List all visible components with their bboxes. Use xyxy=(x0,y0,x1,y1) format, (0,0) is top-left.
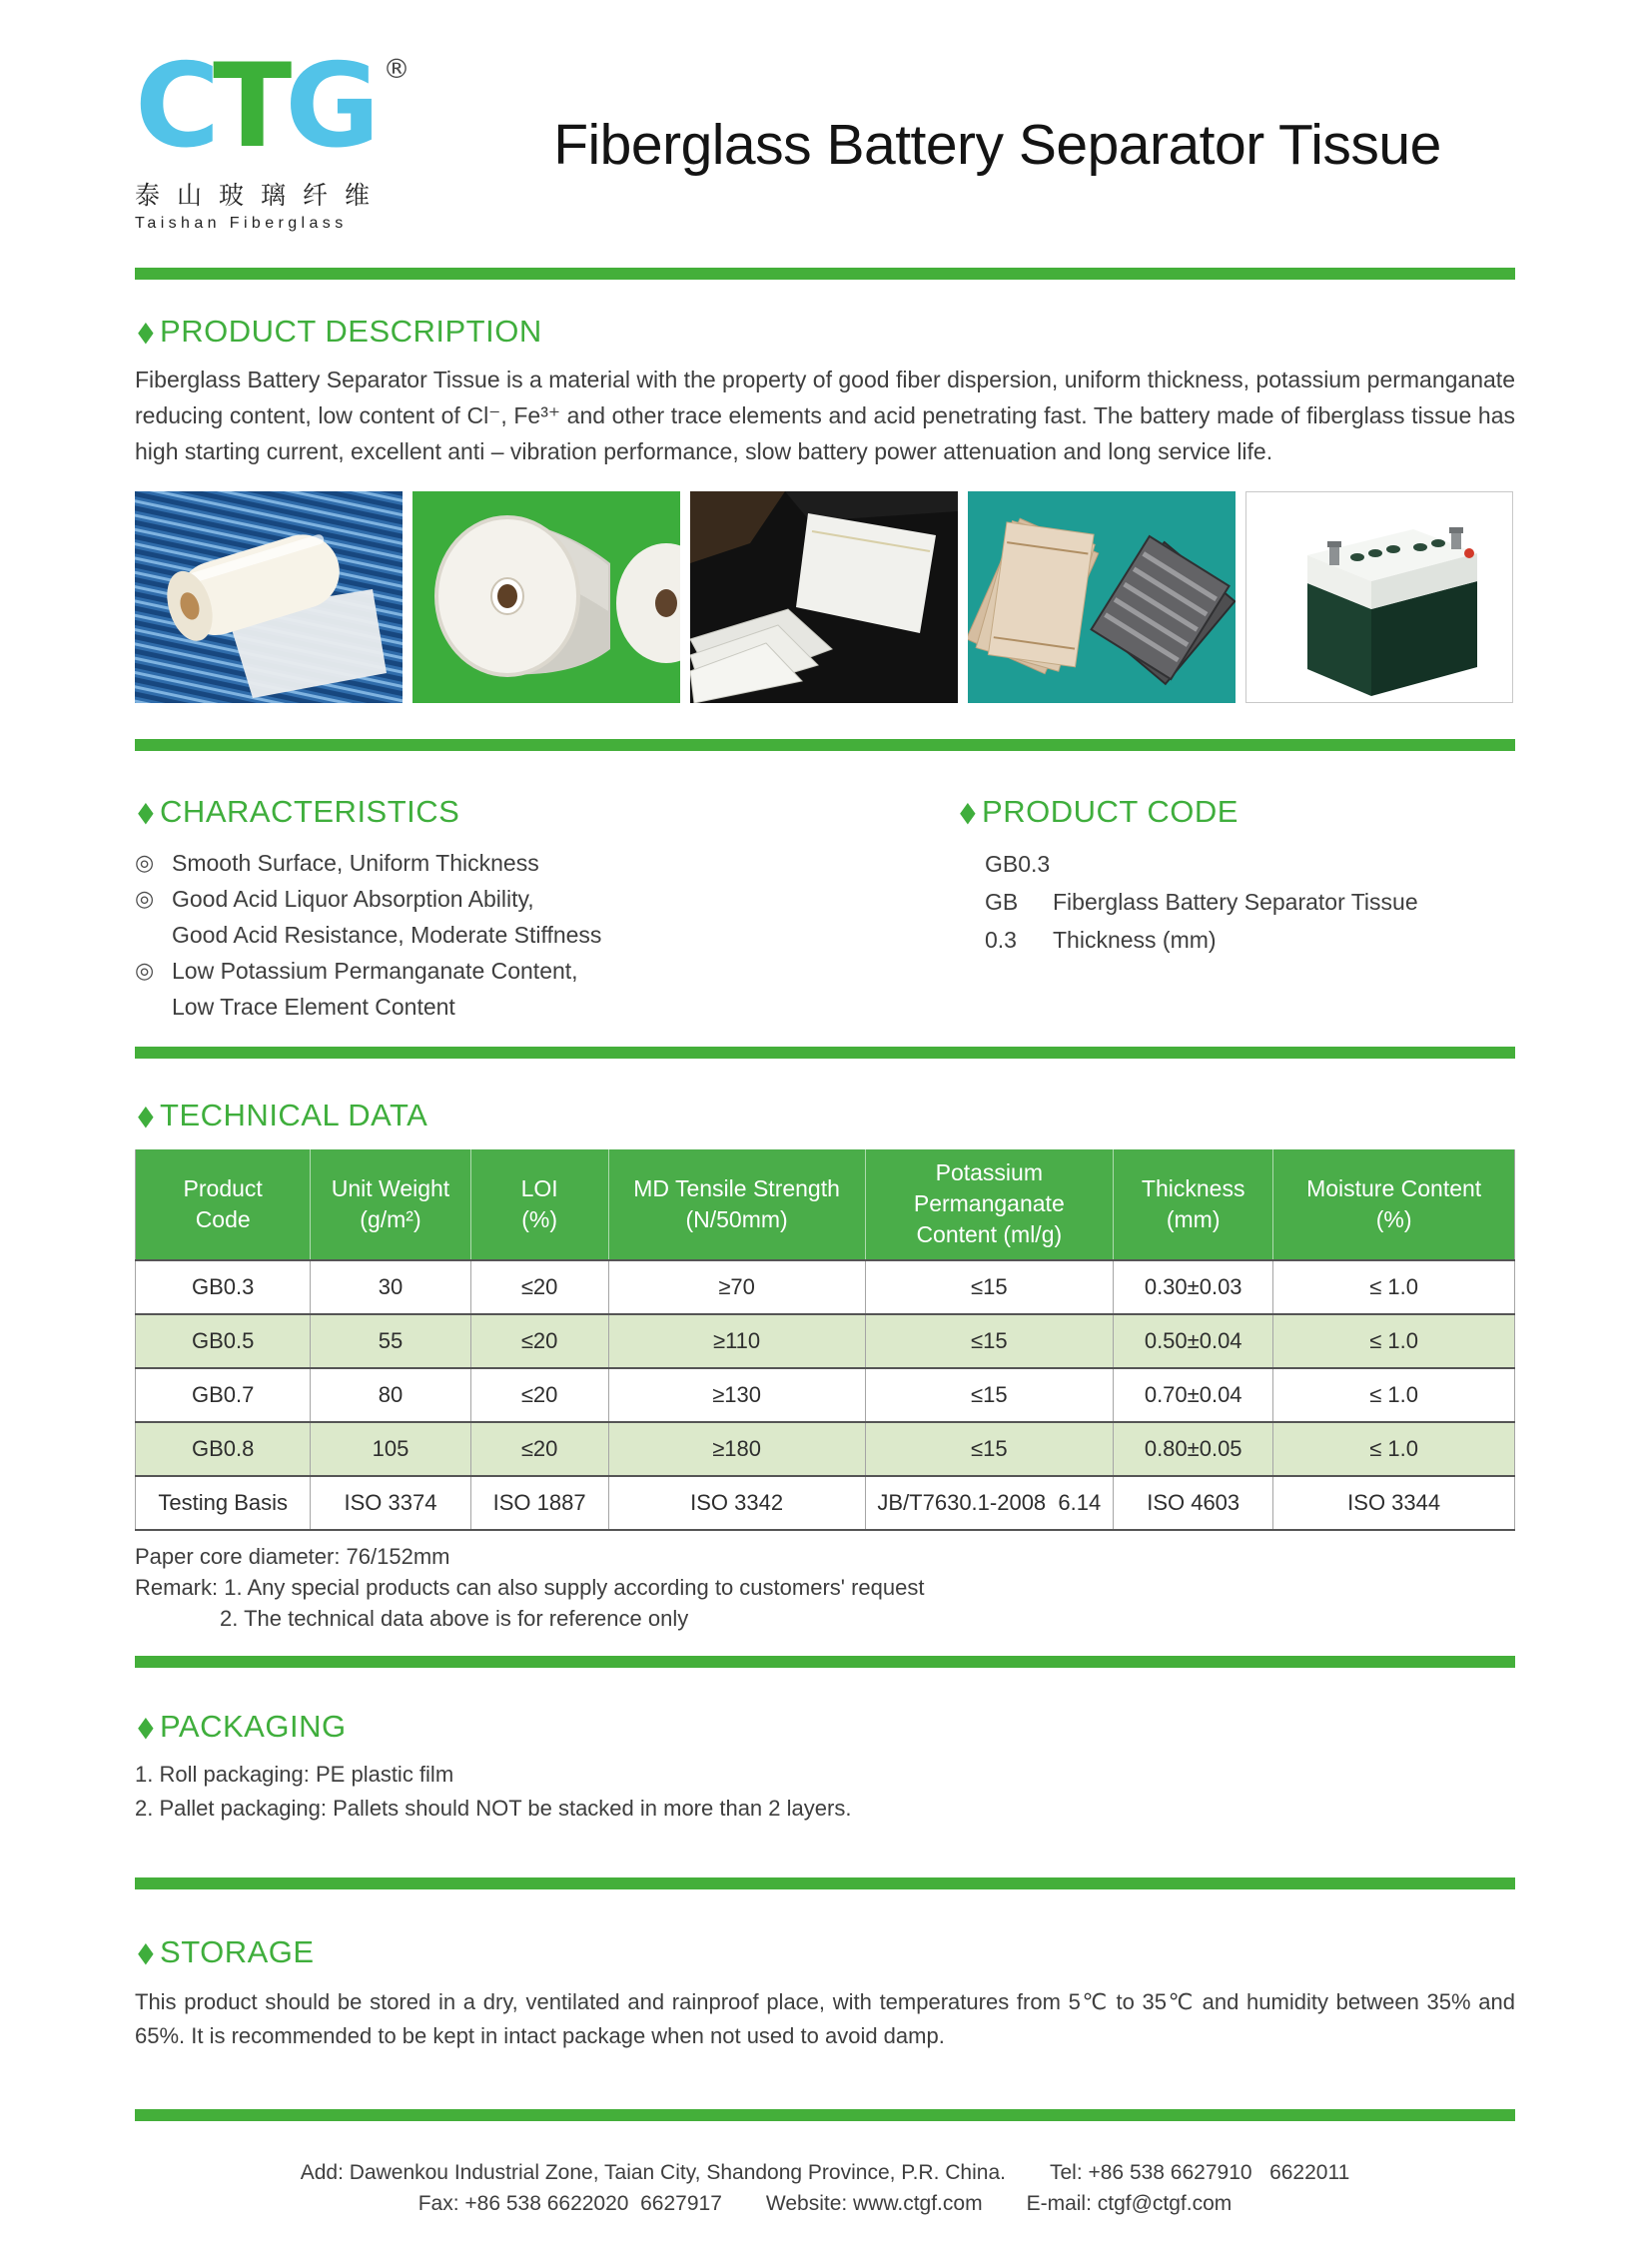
cell: ≥180 xyxy=(608,1422,865,1476)
section-packaging xyxy=(135,1710,1515,1826)
cell: 0.50±0.04 xyxy=(1114,1314,1273,1368)
product-code-row xyxy=(985,921,1515,959)
heading-label: CHARACTERISTICS xyxy=(160,793,460,829)
section-technical-data xyxy=(135,1099,1515,1634)
registered-trademark-icon: ® xyxy=(383,54,411,85)
cell: 0.70±0.04 xyxy=(1114,1368,1273,1422)
cell: ≤ 1.0 xyxy=(1273,1368,1515,1422)
cell: ISO 3342 xyxy=(608,1476,865,1530)
list-item xyxy=(135,881,957,953)
cell: 30 xyxy=(311,1260,470,1314)
diamond-bullet-icon: ◆ xyxy=(138,1099,154,1130)
column-header: Potassium Permanganate Content (ml/g) xyxy=(865,1149,1114,1260)
footer-contact xyxy=(135,2157,1515,2219)
separator-sheets-illustration xyxy=(968,491,1236,703)
characteristic-text: Smooth Surface, Uniform Thickness xyxy=(172,849,539,876)
product-code-row xyxy=(985,883,1515,921)
photo-tissue-sheets-on-dark xyxy=(690,491,958,703)
section-divider xyxy=(135,1047,1515,1059)
cell: GB0.7 xyxy=(136,1368,311,1422)
cell: ISO 3344 xyxy=(1273,1476,1515,1530)
logo-letter-c: C xyxy=(135,39,214,174)
ring-bullet-icon: ◎ xyxy=(135,957,155,983)
cell: 0.30±0.03 xyxy=(1114,1260,1273,1314)
product-description-text: Fiberglass Battery Separator Tissue is a material with the property of good fiber dispersion, uniform thickness, potassium permanganate reducing content, low content of Cl⁻, Fe³⁺ and other trace elements and acid penetrating fast. The battery made of fiberglass tissue has high starting current, excellent anti – vibration performance, slow battery power attenuation and long service life. xyxy=(135,366,1515,464)
storage-heading xyxy=(135,1935,1515,1969)
column-header: Unit Weight (g/m²) xyxy=(311,1149,470,1260)
column-header: LOI (%) xyxy=(470,1149,608,1260)
section-characteristics-and-code xyxy=(135,795,1515,1025)
heading-label: PRODUCT DESCRIPTION xyxy=(160,313,542,349)
characteristic-text: Low Potassium Permanganate Content, xyxy=(172,957,578,984)
product-code-body xyxy=(985,845,1515,959)
fax-text: Fax: +86 538 6622020 6627917 xyxy=(417,2191,722,2215)
ring-bullet-icon: ◎ xyxy=(135,885,155,911)
code-meaning: Thickness (mm) xyxy=(1053,926,1217,953)
section-divider xyxy=(135,739,1515,751)
section-divider xyxy=(135,1877,1515,1889)
cell: ≥130 xyxy=(608,1368,865,1422)
column-header: MD Tensile Strength (N/50mm) xyxy=(608,1149,865,1260)
cell: ≤20 xyxy=(470,1314,608,1368)
cell: ≤15 xyxy=(865,1314,1114,1368)
photo-separator-sheets-on-teal xyxy=(968,491,1236,703)
heading-label: PACKAGING xyxy=(160,1708,347,1744)
cell: 0.80±0.05 xyxy=(1114,1422,1273,1476)
cell: ISO 1887 xyxy=(470,1476,608,1530)
cell: Testing Basis xyxy=(136,1476,311,1530)
table-row-gb05 xyxy=(136,1314,1515,1368)
photo-battery xyxy=(1245,491,1513,703)
characteristics-list xyxy=(135,845,957,1025)
email-text: E-mail: ctgf@ctgf.com xyxy=(1026,2191,1233,2215)
table-row-gb08 xyxy=(136,1422,1515,1476)
table-row-gb07 xyxy=(136,1368,1515,1422)
cell: 80 xyxy=(311,1368,470,1422)
remark-line-2: 2. The technical data above is for reference only xyxy=(220,1605,689,1631)
list-item xyxy=(135,845,957,881)
cell: ISO 3374 xyxy=(311,1476,470,1530)
packaging-list xyxy=(135,1758,1515,1826)
product-code-column xyxy=(957,795,1515,1025)
footer-line-1 xyxy=(135,2157,1515,2188)
table-row-gb03 xyxy=(136,1260,1515,1314)
product-code-value: GB0.3 xyxy=(985,850,1051,877)
column-header: Thickness (mm) xyxy=(1114,1149,1273,1260)
characteristics-heading xyxy=(135,795,957,829)
logo-letter-t: T xyxy=(213,39,286,174)
product-description-heading xyxy=(135,315,1515,349)
diamond-bullet-icon: ◆ xyxy=(138,315,154,347)
packaging-item: 2. Pallet packaging: Pallets should NOT be stacked in more than 2 layers. xyxy=(135,1795,852,1821)
table-row-testing-basis xyxy=(136,1476,1515,1530)
packaging-heading xyxy=(135,1710,1515,1744)
code-meaning: Fiberglass Battery Separator Tissue xyxy=(1053,888,1418,915)
packaging-item: 1. Roll packaging: PE plastic film xyxy=(135,1761,454,1787)
cell: ≤ 1.0 xyxy=(1273,1422,1515,1476)
cell: 55 xyxy=(311,1314,470,1368)
ring-bullet-icon: ◎ xyxy=(135,849,155,875)
cell: ≤20 xyxy=(470,1368,608,1422)
section-storage xyxy=(135,1935,1515,2053)
logo-letter-g: G xyxy=(285,39,374,174)
photo-tissue-roll-on-blue xyxy=(135,491,403,703)
tissue-rolls-illustration xyxy=(413,491,680,703)
characteristic-text: Low Trace Element Content xyxy=(172,993,455,1020)
heading-label: PRODUCT CODE xyxy=(982,793,1239,829)
tissue-sheets-illustration xyxy=(690,491,958,703)
diamond-bullet-icon: ◆ xyxy=(138,1935,154,1967)
tissue-roll-illustration xyxy=(135,491,403,703)
column-header: Moisture Content (%) xyxy=(1273,1149,1515,1260)
cell: JB/T7630.1-2008 6.14 xyxy=(865,1476,1114,1530)
heading-label: STORAGE xyxy=(160,1933,315,1969)
remark-line-1: Remark: 1. Any special products can also supply according to customers' request xyxy=(135,1574,925,1600)
list-item xyxy=(135,953,957,1025)
product-photos xyxy=(135,491,1515,703)
cell: GB0.3 xyxy=(136,1260,311,1314)
cell: ≤15 xyxy=(865,1368,1114,1422)
logo-chinese-name: 泰山玻璃纤维 xyxy=(135,181,388,210)
cell: ≥110 xyxy=(608,1314,865,1368)
ctg-logo-letters xyxy=(135,39,479,174)
diamond-bullet-icon: ◆ xyxy=(138,1710,154,1742)
cell: ≥70 xyxy=(608,1260,865,1314)
header xyxy=(135,0,1515,233)
cell: ≤ 1.0 xyxy=(1273,1260,1515,1314)
technical-data-table xyxy=(135,1149,1515,1531)
section-divider xyxy=(135,268,1515,280)
tel-text: Tel: +86 538 6627910 6622011 xyxy=(1049,2160,1350,2184)
cell: ≤15 xyxy=(865,1260,1114,1314)
cell: GB0.8 xyxy=(136,1422,311,1476)
logo-english-name: Taishan Fiberglass xyxy=(135,214,348,232)
product-code-heading xyxy=(957,795,1515,829)
code-key: 0.3 xyxy=(985,926,1017,953)
page-title: Fiberglass Battery Separator Tissue xyxy=(553,113,1441,177)
characteristic-text: Good Acid Liquor Absorption Ability, xyxy=(172,885,534,912)
section-product-description xyxy=(135,315,1515,469)
footer-line-2 xyxy=(135,2188,1515,2219)
cell: ≤15 xyxy=(865,1422,1114,1476)
heading-label: TECHNICAL DATA xyxy=(160,1097,428,1132)
diamond-bullet-icon: ◆ xyxy=(138,795,154,827)
cell: ≤20 xyxy=(470,1422,608,1476)
section-divider xyxy=(135,1656,1515,1668)
ctg-logo xyxy=(135,39,479,233)
cell: ISO 4603 xyxy=(1114,1476,1273,1530)
battery-illustration xyxy=(1245,491,1513,703)
section-divider xyxy=(135,2109,1515,2121)
table-header-row xyxy=(136,1149,1515,1260)
cell: ≤ 1.0 xyxy=(1273,1314,1515,1368)
photo-tissue-rolls-on-green xyxy=(413,491,680,703)
website-text: Website: www.ctgf.com xyxy=(765,2191,983,2215)
storage-text: This product should be stored in a dry, ventilated and rainproof place, with temperatures from 5℃ to 35℃ and humidity between 35% and 65%. It is recommended to be kept in intact package when not used to avoid damp. xyxy=(135,1988,1515,2048)
technical-data-heading xyxy=(135,1099,1515,1132)
characteristic-text: Good Acid Resistance, Moderate Stiffness xyxy=(172,921,602,948)
table-notes xyxy=(135,1541,1515,1634)
address-text: Add: Dawenkou Industrial Zone, Taian City, Shandong Province, P.R. China. xyxy=(300,2160,1006,2184)
column-header: Product Code xyxy=(136,1149,311,1260)
cell: ≤20 xyxy=(470,1260,608,1314)
diamond-bullet-icon: ◆ xyxy=(960,795,976,827)
paper-core-note: Paper core diameter: 76/152mm xyxy=(135,1543,450,1569)
cell: GB0.5 xyxy=(136,1314,311,1368)
code-key: GB xyxy=(985,888,1019,915)
characteristics-column xyxy=(135,795,957,1025)
cell: 105 xyxy=(311,1422,470,1476)
